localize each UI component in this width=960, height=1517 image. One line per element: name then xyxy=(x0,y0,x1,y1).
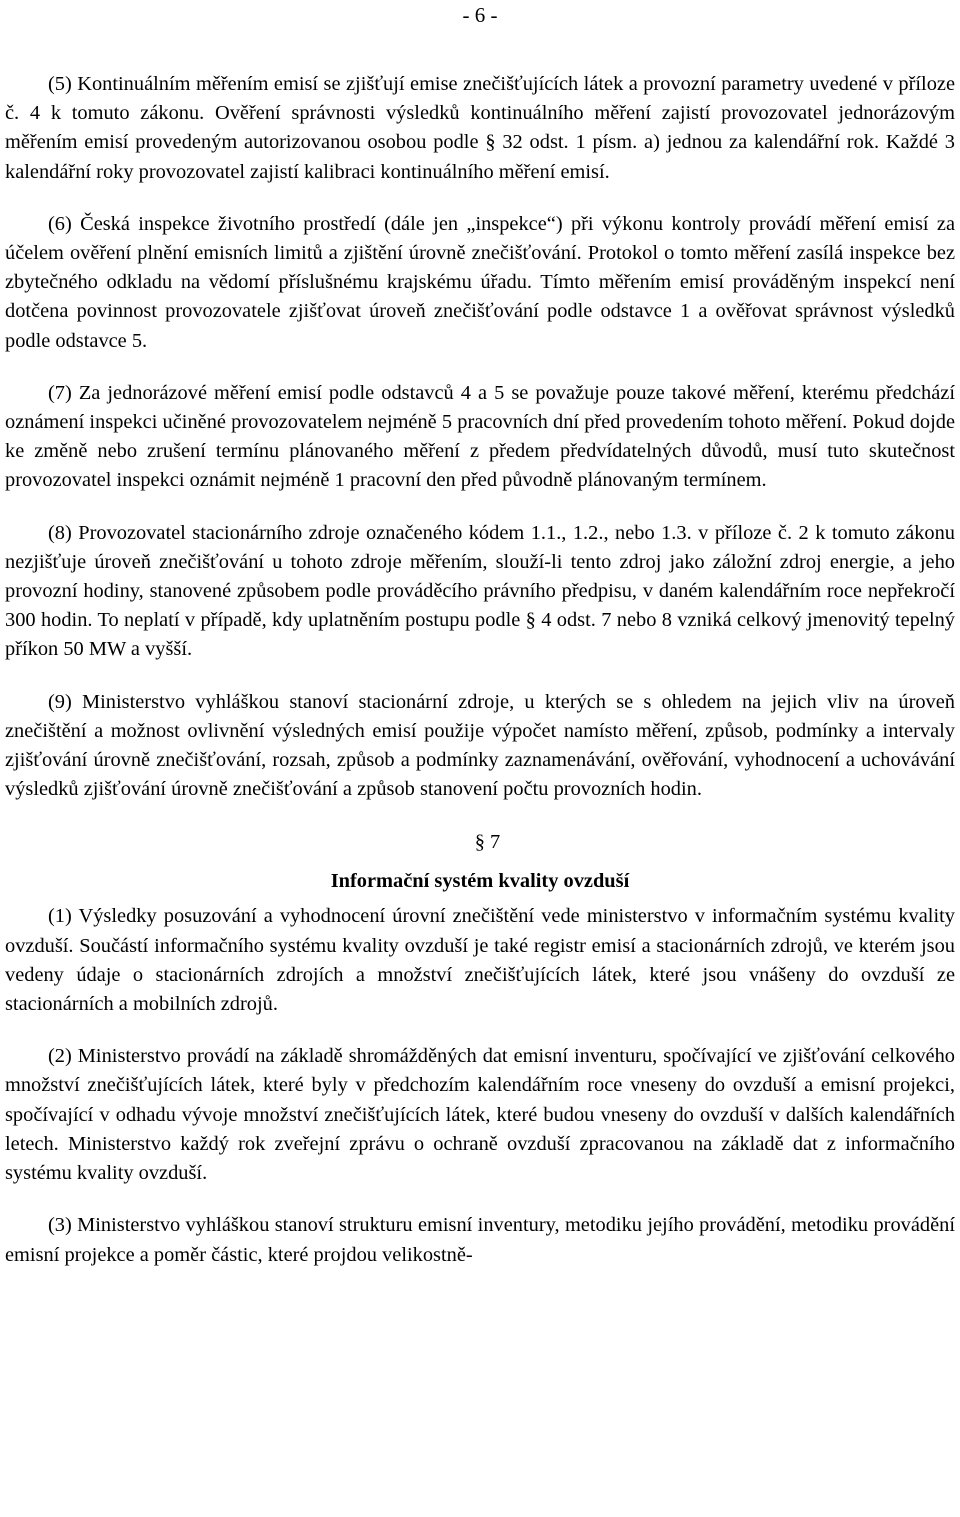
paragraph-7: (7) Za jednorázové měření emisí podle odstavců 4 a 5 se považuje pouze takové měření, kterému předchází oznámení inspekci učiněné provozovatelem nejméně 5 pracovních dní před provedením tohoto měření. Pokud dojde ke změně nebo zrušení termínu plánovaného měření z předem předvídatelných důvodů, musí tuto skutečnost provozovatel inspekci oznámit nejméně 1 pracovní den před původně plánovaným termínem. xyxy=(5,381,955,492)
page-number: - 6 - xyxy=(462,3,498,27)
section-paragraph-3: (3) Ministerstvo vyhláškou stanoví strukturu emisní inventury, metodiku jejího provádění, metodiku provádění emisní projekce a poměr částic, které projdou velikostně- xyxy=(5,1214,955,1266)
document-body xyxy=(5,70,955,1270)
paragraph-5: (5) Kontinuálním měřením emisí se zjišťují emise znečišťujících látek a provozní parametry uvedené v příloze č. 4 k tomuto zákonu. Ověření správnosti výsledků kontinuálního měření zajistí provozovatel jednorázovým měřením emisí provedeným autorizovanou osobou podle § 32 odst. 1 písm. a) jednou za kalendářní rok. Každé 3 kalendářní roky provozovatel zajistí kalibraci kontinuálního měření emisí. xyxy=(5,73,955,183)
paragraph-8: (8) Provozovatel stacionárního zdroje označeného kódem 1.1., 1.2., nebo 1.3. v příloze č. 2 k tomuto zákonu nezjišťuje úroveň znečišťování u tohoto zdroje měřením, slouží-li tento zdroj jako záložní zdroj energie, a jeho provozní hodiny, stanovené způsobem podle prováděcího právního předpisu, v daném kalendářním roce nepřekročí 300 hodin. To neplatí v případě, kdy uplatněním postupu podle § 4 odst. 7 nebo 8 vzniká celkový jmenovitý tepelný příkon 50 MW a vyšší. xyxy=(5,521,955,661)
section-paragraph-1: (1) Výsledky posuzování a vyhodnocení úrovní znečištění vede ministerstvo v informačním systému kvality ovzduší. Součástí informačního systému kvality ovzduší je také registr emisí a stacionárních zdrojů, ve kterém jsou vedeny údaje o stacionárních zdrojích a množství znečišťujících látek, které jsou vnášeny do ovzduší ze stacionárních a mobilních zdrojů. xyxy=(5,905,955,1016)
section-paragraph-2: (2) Ministerstvo provádí na základě shromážděných dat emisní inventuru, spočívající ve zjišťování celkového množství znečišťujících látek, které byly v předchozím kalendářním roce vneseny do ovzduší a emisní projekci, spočívající v odhadu vývoje množství znečišťujících látek, které budou vneseny do ovzduší v dalších kalendářních letech. Ministerstvo každý rok zveřejní zprávu o ochraně ovzduší zpracovanou na základě dat z informačního systému kvality ovzduší. xyxy=(5,1045,955,1185)
section-title: Informační systém kvality ovzduší xyxy=(330,870,630,893)
paragraph-6: (6) Česká inspekce životního prostředí (dále jen „inspekce“) při výkonu kontroly provádí měření emisí za účelem ověření plnění emisních limitů a zjištění úrovně znečišťování. Protokol o tomto měření zasílá inspekce bez zbytečného odkladu na vědomí příslušnému krajskému úřadu. Tímto měřením emisí prováděným inspekcí není dotčena povinnost provozovatele zjišťovat úroveň znečišťování podle odstavce 1 a ověřovat správnost výsledků podle odstavce 5. xyxy=(5,212,955,352)
section-number: § 7 xyxy=(474,831,501,854)
paragraph-9: (9) Ministerstvo vyhláškou stanoví stacionární zdroje, u kterých se s ohledem na jejich vliv na úroveň znečištění a možnost ovlivnění výsledných emisí použije výpočet namísto měření, způsob, podmínky a intervaly zjišťování úrovně znečišťování, rozsah, způsob a podmínky zaznamenávání, ověřování, vyhodnocení a uchovávání výsledků zjišťování úrovně znečišťování a způsob stanovení počtu provozních hodin. xyxy=(5,690,955,801)
